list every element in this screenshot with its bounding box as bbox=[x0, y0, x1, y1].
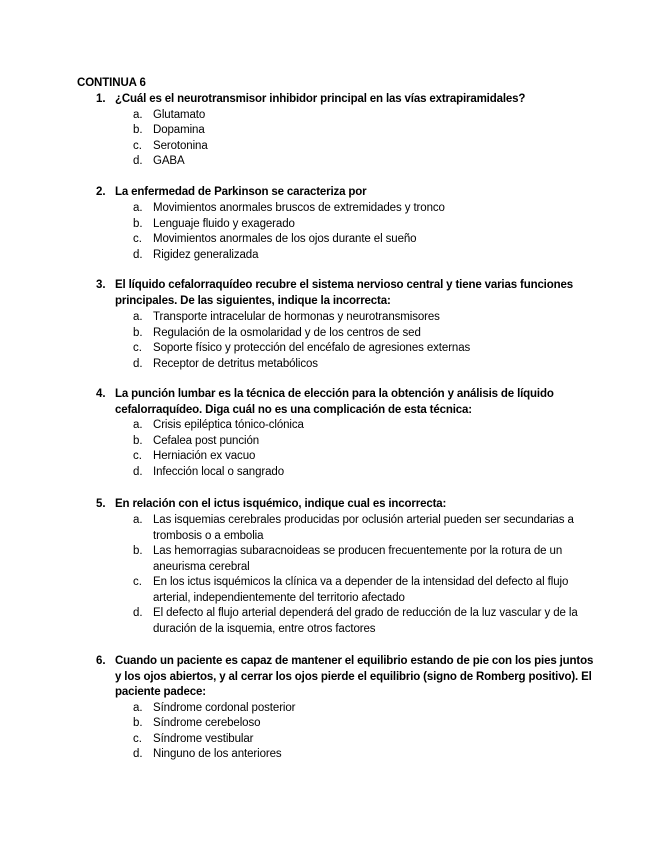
option-text: Movimientos anormales de los ojos durante el sueño bbox=[153, 233, 417, 245]
option-letter: b. bbox=[133, 434, 143, 447]
option-text: Síndrome cordonal posterior bbox=[153, 701, 296, 714]
option-letter: c. bbox=[133, 576, 142, 588]
option-text: Lenguaje fluido y exagerado bbox=[153, 217, 295, 230]
question-number: 5. bbox=[96, 498, 106, 510]
question-number: 6. bbox=[96, 655, 106, 667]
question-number: 2. bbox=[96, 186, 106, 198]
option-letter: b. bbox=[133, 217, 143, 230]
option-letter: a. bbox=[133, 419, 143, 431]
option-letter: b. bbox=[133, 545, 143, 557]
option-letter: d. bbox=[133, 155, 143, 167]
question-text: ¿Cuál es el neurotransmisor inhibidor principal en las vías extrapiramidales? bbox=[115, 93, 526, 105]
option-text: Herniación ex vacuo bbox=[153, 450, 256, 462]
option-text: El defecto al flujo arterial dependerá del grado de reducción de la luz vascular y de la duración de la isquemia, entre otros factores bbox=[153, 607, 578, 635]
option-letter: c. bbox=[133, 233, 142, 245]
option-text: Las hemorragias subaracnoideas se producen frecuentemente por la rotura de un aneurisma cerebral bbox=[153, 545, 563, 573]
option-letter: c. bbox=[133, 342, 142, 354]
option-text: Receptor de detritus metabólicos bbox=[153, 357, 318, 370]
page-heading: CONTINUA 6 bbox=[77, 77, 146, 89]
question-text: Cuando un paciente es capaz de mantener el equilibrio estando de pie con los pies juntos y los ojos abiertos, y al cerrar los ojos pierde el equilibrio (signo de Romberg positivo). El paciente padece: bbox=[115, 655, 594, 698]
option-text: Dopamina bbox=[153, 124, 205, 136]
option-text: Movimientos anormales bruscos de extremidades y tronco bbox=[153, 202, 445, 214]
option-text: GABA bbox=[153, 155, 185, 167]
option-text: Glutamato bbox=[153, 108, 206, 121]
question-text: La enfermedad de Parkinson se caracteriza por bbox=[115, 186, 367, 198]
option-letter: d. bbox=[133, 248, 143, 261]
option-letter: b. bbox=[133, 717, 143, 729]
option-letter: a. bbox=[133, 514, 143, 526]
option-letter: b. bbox=[133, 326, 143, 339]
option-text: Serotonina bbox=[153, 139, 208, 152]
option-letter: d. bbox=[133, 748, 143, 760]
option-letter: d. bbox=[133, 357, 143, 370]
question-number: 3. bbox=[96, 279, 106, 291]
question-text: La punción lumbar es la técnica de elección para la obtención y análisis de líquido cefalorraquídeo. Diga cuál no es una complicación de esta técnica: bbox=[115, 388, 554, 416]
question-number: 1. bbox=[96, 93, 106, 105]
option-text: Rigidez generalizada bbox=[153, 248, 259, 261]
option-letter: a. bbox=[133, 202, 143, 214]
option-text: Síndrome cerebeloso bbox=[153, 717, 261, 729]
option-text: Las isquemias cerebrales producidas por oclusión arterial pueden ser secundarias a trombosis o a embolia bbox=[153, 514, 574, 542]
option-text: Crisis epiléptica tónico-clónica bbox=[153, 419, 304, 431]
option-letter: d. bbox=[133, 465, 143, 478]
option-letter: a. bbox=[133, 701, 143, 714]
option-letter: c. bbox=[133, 732, 142, 745]
option-text: En los ictus isquémicos la clínica va a depender de la intensidad del defecto al flujo arterial, independientemente del territorio afectado bbox=[153, 576, 569, 604]
option-letter: a. bbox=[133, 311, 143, 323]
option-letter: a. bbox=[133, 108, 143, 121]
option-letter: c. bbox=[133, 139, 142, 152]
question-number: 4. bbox=[96, 388, 106, 400]
option-text: Ninguno de los anteriores bbox=[153, 748, 282, 760]
question-text: En relación con el ictus isquémico, indique cual es incorrecta: bbox=[115, 498, 447, 510]
option-text: Soporte físico y protección del encéfalo de agresiones externas bbox=[153, 342, 471, 354]
question-text: El líquido cefalorraquídeo recubre el sistema nervioso central y tiene varias funciones principales. De las siguientes, indique la incorrecta: bbox=[115, 279, 573, 307]
option-text: Cefalea post punción bbox=[153, 434, 260, 447]
option-letter: c. bbox=[133, 450, 142, 462]
option-text: Transporte intracelular de hormonas y neurotransmisores bbox=[153, 311, 440, 323]
option-letter: d. bbox=[133, 607, 143, 619]
option-text: Infección local o sangrado bbox=[153, 465, 285, 478]
option-text: Síndrome vestibular bbox=[153, 732, 254, 745]
option-letter: b. bbox=[133, 124, 143, 136]
option-text: Regulación de la osmolaridad y de los centros de sed bbox=[153, 326, 421, 339]
